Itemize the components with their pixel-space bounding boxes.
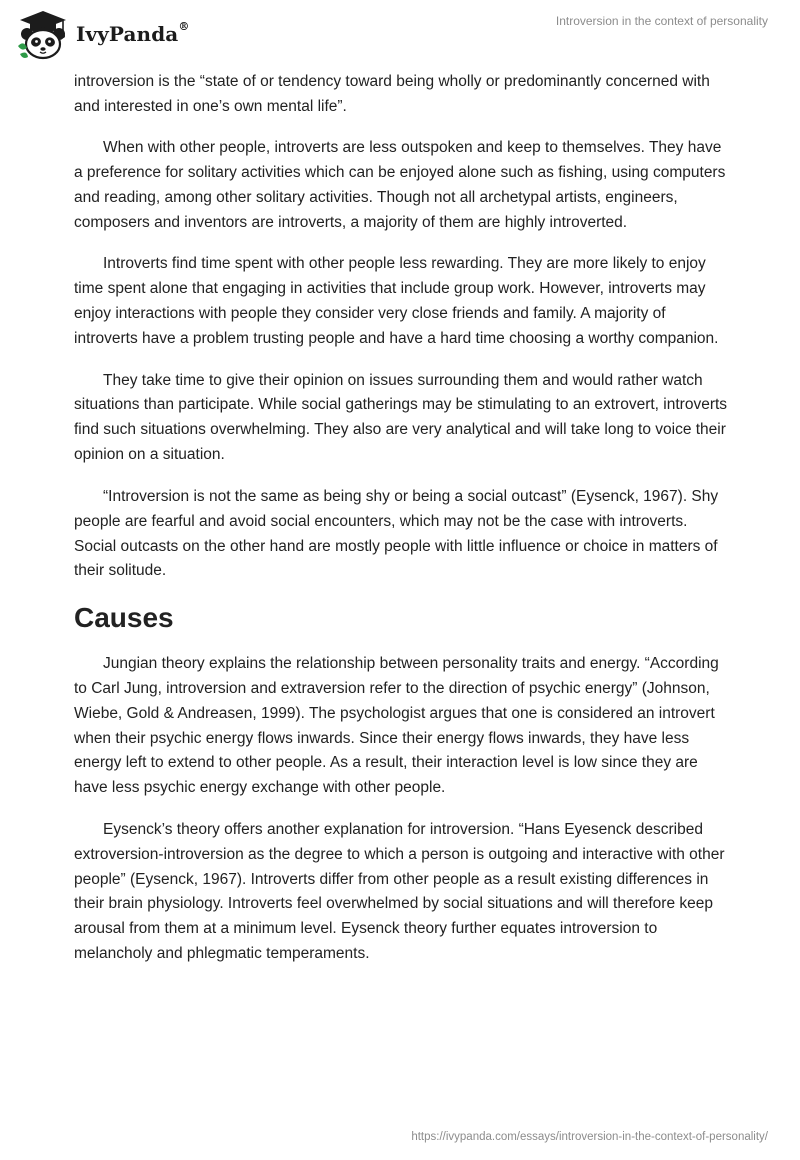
registered-mark: ® [178,20,190,33]
paragraph: When with other people, introverts are less outspoken and keep to themselves. They have a preference for solitary activities which can be enjoyed alone such as fishing, using computers and reading, among other solitary activities. Though not all archetypal artists, engineers, composers and inventors are introverts, a majority of them are highly introverted. [74,139,726,232]
page-header [0,0,800,70]
paragraph: They take time to give their opinion on issues surrounding them and would rather watch situations than participate. While social gatherings may be stimulating to an extrovert, introverts find such situations overwhelming. They also are very analytical and will take long to voice their opinion on a situation. [74,371,728,464]
article-body [74,70,728,984]
paragraph: Eysenck’s theory offers another explanation for introversion. “Hans Eyesenck described extroversion-introversion as the degree to which a person is outgoing and interactive with other people” (Eysenck, 1967). Introverts differ from other people as a result existing differences in their brain physiology. Introverts feel overwhelmed by social situations and will therefore keep arousal from them at a minimum level. Eysenck theory further equates introversion to melancholy and phlegmatic temperaments. [74,820,725,963]
brand-name: IvyPanda® [76,20,190,46]
paragraph: introversion is the “state of or tendency toward being wholly or predominantly concerned with and interested in one’s own mental life”. [74,73,710,115]
paragraph: “Introversion is not the same as being shy or being a social outcast” (Eysenck, 1967). Shy people are fearful and avoid social encounters, which may not be the case with introverts. Social outcasts on the other hand are mostly people with little influence or choice in matters of their solitude. [74,487,719,580]
ivypanda-logo[interactable] [14,8,189,60]
paragraph: Jungian theory explains the relationship between personality traits and energy. “According to Carl Jung, introversion and extraversion refer to the direction of psychic energy” (Johnson, Wiebe, Gold & Andreasen, 1999). The psychologist argues that one is considered an introvert when their psychic energy flows inwards. Since their energy flows inwards, they have less energy left to extend to other people. As a result, their interaction level is low since they are have less psychic energy exchange with other people. [74,654,719,797]
document-title: Introversion in the context of personality [555,14,768,28]
panda-graduation-cap-logo-icon [14,8,72,60]
source-url[interactable]: https://ivypanda.com/essays/introversion-in-the-context-of-personality/ [411,1131,768,1143]
paragraph: Introverts find time spent with other people less rewarding. They are more likely to enjoy time spent alone that engaging in activities that include group work. However, introverts may enjoy interactions with people they consider very close friends and family. A majority of introverts have a problem trusting people and have a hard time choosing a worthy companion. [74,255,719,348]
section-heading-causes: Causes [74,601,174,633]
